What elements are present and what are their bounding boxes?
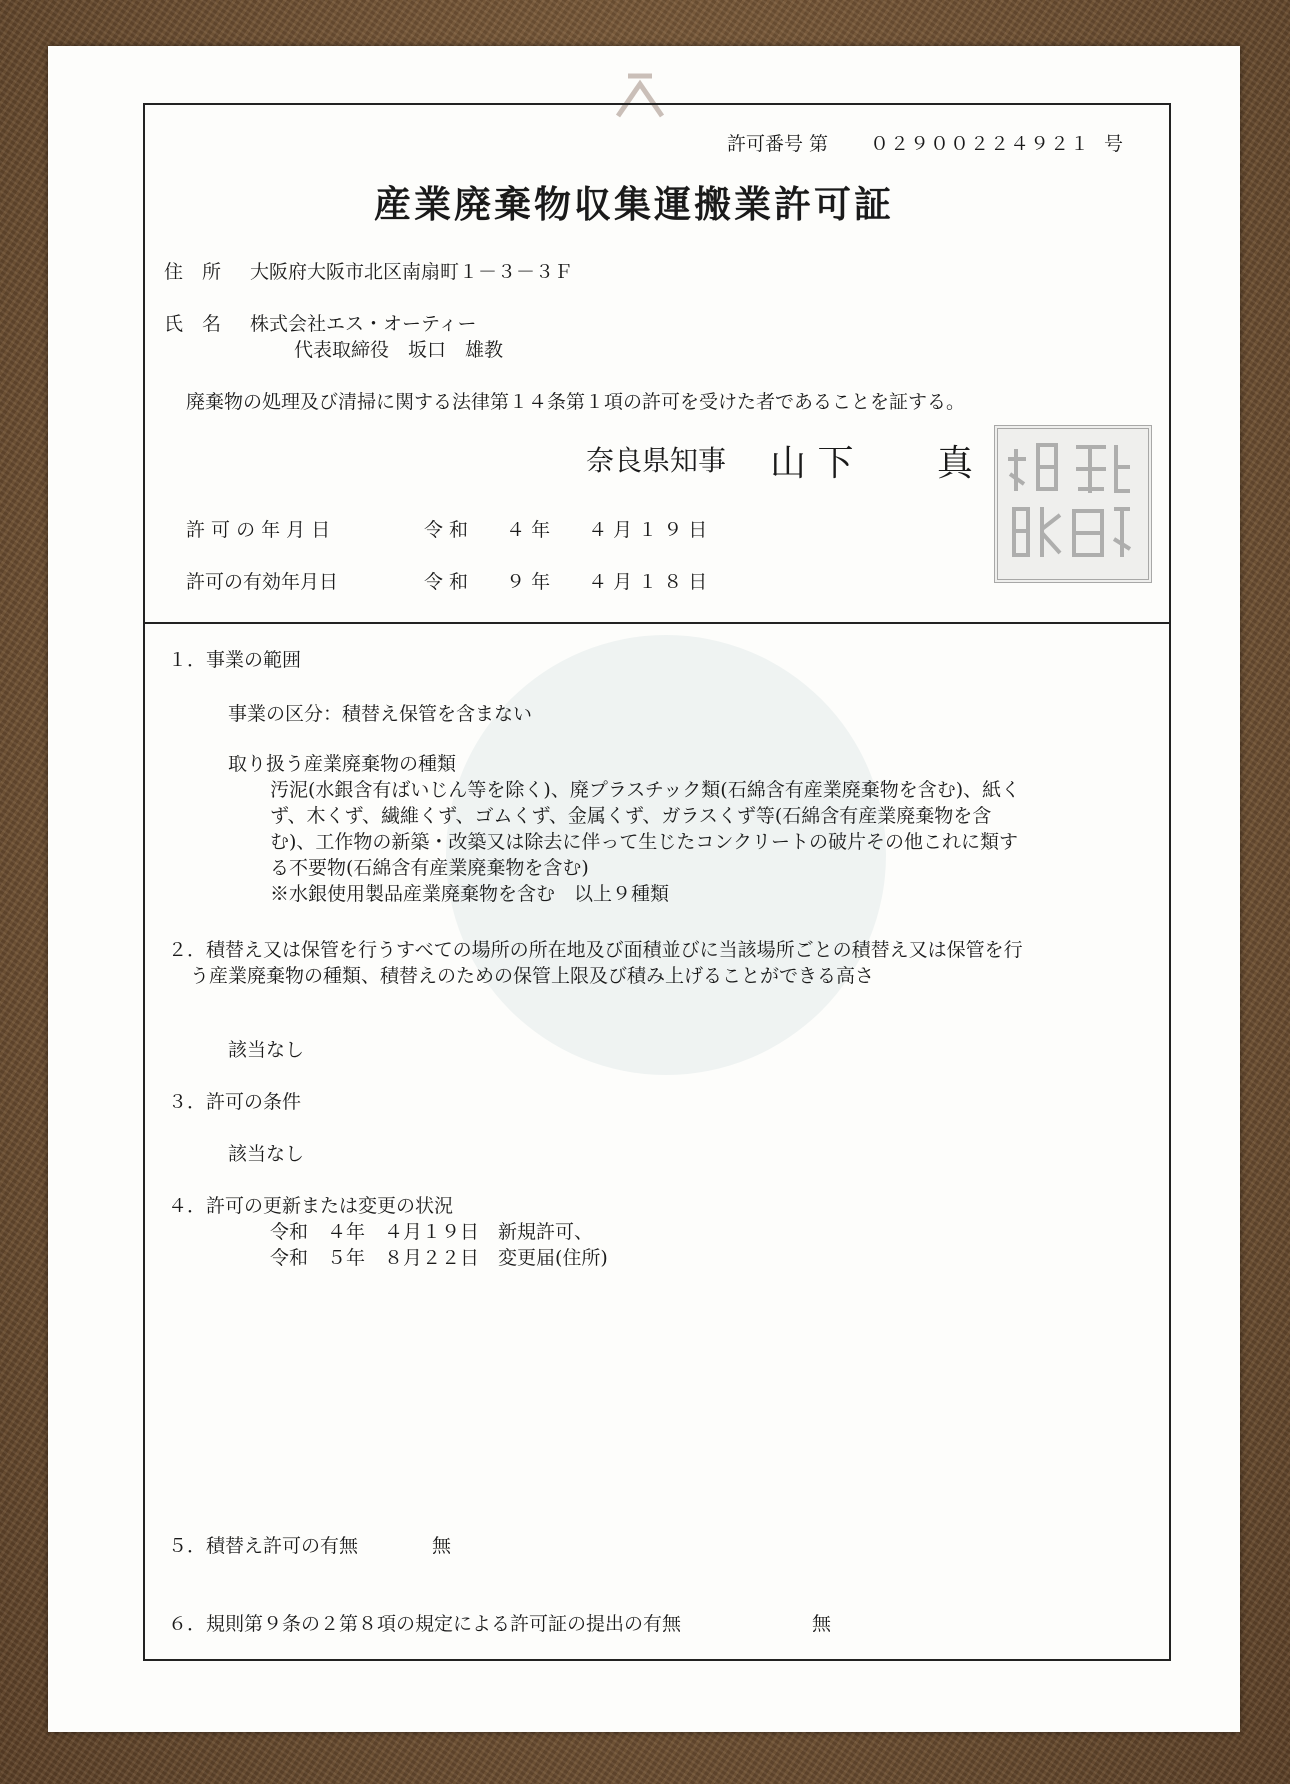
- official-seal: [994, 425, 1152, 583]
- section-3-heading: ３．許可の条件: [168, 1091, 302, 1113]
- issuer-name: 山 下 真: [770, 443, 973, 484]
- section-2-value: 該当なし: [228, 1039, 305, 1061]
- permit-date-label: 許 可 の 年 月 日: [186, 519, 331, 541]
- waste-types-line: る不要物(石綿含有産業廃棄物を含む): [270, 857, 589, 879]
- section-6-value: 無: [812, 1613, 832, 1635]
- section-4-heading: ４．許可の更新または変更の状況: [168, 1195, 454, 1217]
- waste-types-heading: 取り扱う産業廃棄物の種類: [228, 753, 457, 775]
- company-name: 株式会社エス・オーティー: [250, 313, 477, 335]
- permit-number-suffix: 号: [1104, 133, 1124, 155]
- section-divider: [145, 622, 1169, 624]
- name-label: 氏 名: [164, 313, 222, 335]
- representative-name: 代表取締役 坂口 雄教: [294, 339, 504, 361]
- waste-types-line: ず、木くず、繊維くず、ゴムくず、金属くず、ガラスくず等(石綿含有産業廃棄物を含: [270, 805, 992, 827]
- section-5-value: 無: [432, 1535, 452, 1557]
- section-2-heading-cont: う産業廃棄物の種類、積替えのための保管上限及び積み上げることができる高さ: [190, 965, 875, 987]
- waste-types-line: 汚泥(水銀含有ばいじん等を除く)、廃プラスチック類(石綿含有産業廃棄物を含む)、紙く: [270, 779, 1021, 801]
- issuer-title: 奈良県知事: [586, 444, 727, 477]
- section-5-heading: ５．積替え許可の有無: [168, 1535, 359, 1557]
- renewal-history-line: 令和 ４年 ４月１９日 新規許可、: [270, 1221, 594, 1243]
- section-2-heading: ２．積替え又は保管を行うすべての場所の所在地及び面積並びに当該場所ごとの積替え又は保管を行: [168, 939, 1023, 961]
- address-value: 大阪府大阪市北区南扇町１－３－３Ｆ: [250, 261, 574, 283]
- permit-date-value: 令 和 ４ 年 ４ 月 １ ９ 日: [424, 519, 708, 541]
- document-title: 産業廃棄物収集運搬業許可証: [374, 182, 894, 226]
- waste-types-line: ※水銀使用製品産業廃棄物を含む 以上９種類: [270, 883, 670, 905]
- watermark-seal: [446, 635, 886, 1075]
- certification-statement: 廃棄物の処理及び清掃に関する法律第１４条第１項の許可を受けた者であることを証する。: [186, 391, 966, 413]
- waste-types-line: む)、工作物の新築・改築又は除去に伴って生じたコンクリートの破片その他これに類す: [270, 831, 1019, 853]
- permit-number: ０２９００２２４９２１: [870, 133, 1091, 155]
- section-1-heading: １．事業の範囲: [168, 649, 302, 671]
- valid-date-value: 令 和 ９ 年 ４ 月 １ ８ 日: [424, 571, 708, 593]
- permit-number-label: 許可番号 第: [727, 133, 829, 155]
- valid-date-label: 許可の有効年月日: [186, 571, 339, 593]
- section-6-heading: ６．規則第９条の２第８項の規定による許可証の提出の有無: [168, 1613, 682, 1635]
- business-category: 事業の区分：積替え保管を含まない: [228, 703, 533, 725]
- renewal-history-line: 令和 ５年 ８月２２日 変更届(住所): [270, 1247, 608, 1269]
- section-3-value: 該当なし: [228, 1143, 305, 1165]
- address-label: 住 所: [164, 261, 222, 283]
